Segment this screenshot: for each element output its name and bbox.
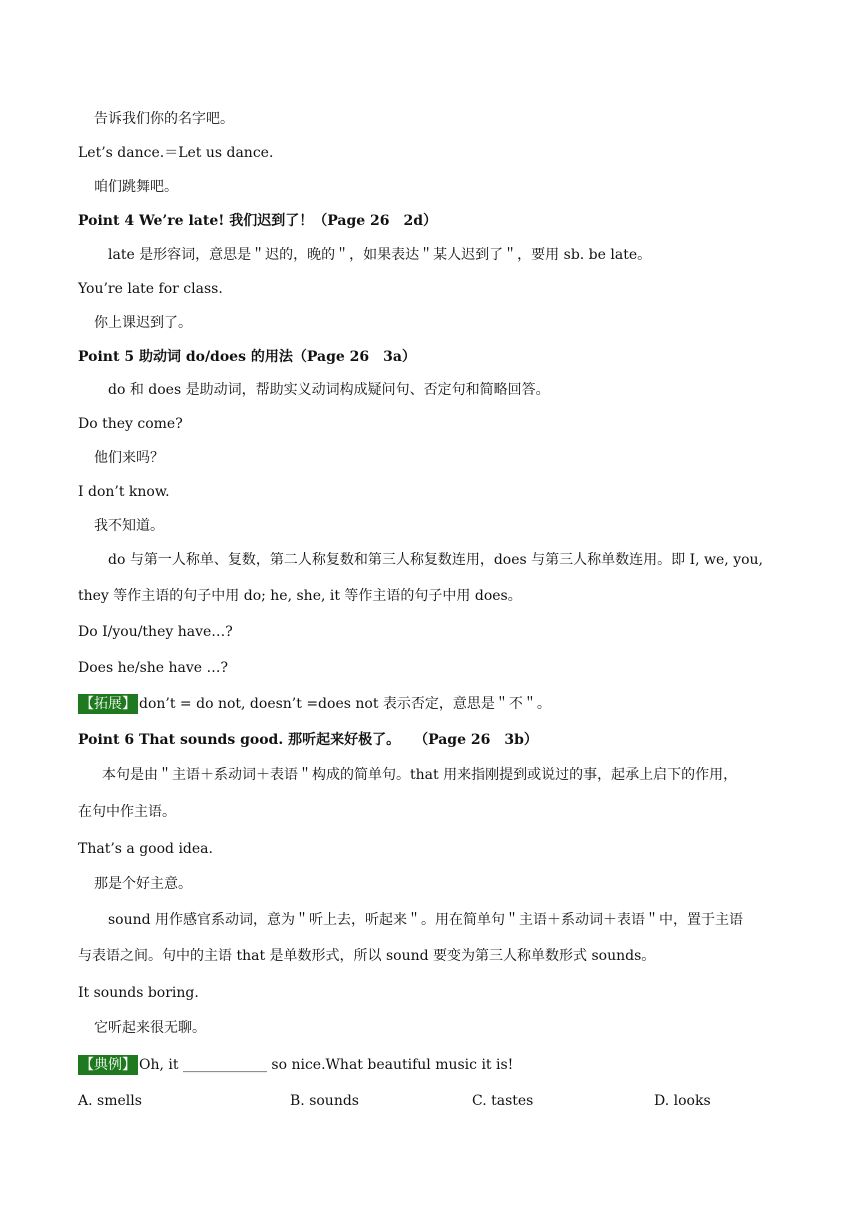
text-line: I don’t know. bbox=[78, 484, 170, 500]
text-line: That’s a good idea. bbox=[78, 841, 213, 857]
text-line: Do I/you/they have…? bbox=[78, 624, 233, 640]
text-line: do 和 does 是助动词，帮助实义动词构成疑问句、否定句和简略回答。 bbox=[108, 382, 550, 398]
text-line: 在句中作主语。 bbox=[78, 804, 176, 820]
example-tag: 【典例】 bbox=[80, 1057, 136, 1073]
option-d: D. looks bbox=[654, 1093, 711, 1109]
text-line: 告诉我们你的名字吧。 bbox=[94, 111, 234, 127]
text-line: they 等作主语的句子中用 do; he, she, it 等作主语的句子中用 does。 bbox=[78, 588, 522, 604]
text-line: 你上课迟到了。 bbox=[94, 315, 192, 331]
text-line: late 是形容词，意思是＂迟的，晚的＂，如果表达＂某人迟到了＂，要用 sb. be late。 bbox=[108, 247, 652, 263]
text-line: 他们来吗？ bbox=[94, 450, 164, 466]
extension-text: don’t = do not, doesn’t =does not 表示否定，意思是＂不＂。 bbox=[139, 696, 551, 712]
option-c: C. tastes bbox=[472, 1093, 534, 1109]
section-heading-point-6: Point 6 That sounds good. 那听起来好极了。 （Page 26 3b） bbox=[78, 732, 538, 748]
text-line: Do they come? bbox=[78, 416, 183, 432]
example-question-text: Oh, it ____________ so nice.What beautiful music it is! bbox=[139, 1057, 514, 1073]
extension-tag: 【拓展】 bbox=[80, 696, 136, 712]
text-line: sound 用作感官系动词，意为＂听上去，听起来＂。用在简单句＂主语＋系动词＋表语＂中，置于主语 bbox=[108, 912, 744, 928]
option-a: A. smells bbox=[78, 1093, 142, 1109]
text-line: 我不知道。 bbox=[94, 518, 164, 534]
section-heading-point-5: Point 5 助动词 do/does 的用法（Page 26 3a） bbox=[78, 349, 416, 365]
example-question bbox=[78, 1055, 513, 1075]
option-b: B. sounds bbox=[290, 1093, 359, 1109]
text-line: Let’s dance.＝Let us dance. bbox=[78, 145, 274, 161]
text-line: It sounds boring. bbox=[78, 985, 199, 1001]
extension-note bbox=[78, 694, 551, 714]
text-line: 本句是由＂主语＋系动词＋表语＂构成的简单句。that 用来指刚提到或说过的事，起承上启下的作用， bbox=[102, 767, 738, 783]
text-line: You’re late for class. bbox=[78, 281, 223, 297]
text-line: 咱们跳舞吧。 bbox=[94, 179, 178, 195]
text-line: 那是个好主意。 bbox=[94, 876, 192, 892]
text-line: 它听起来很无聊。 bbox=[94, 1020, 206, 1036]
text-line: Does he/she have …? bbox=[78, 660, 229, 676]
text-line: do 与第一人称单、复数，第二人称复数和第三人称复数连用，does 与第三人称单数连用。即 I, we, you, bbox=[108, 552, 764, 568]
section-heading-point-4: Point 4 We’re late! 我们迟到了！（Page 26 2d） bbox=[78, 213, 438, 229]
text-line: 与表语之间。句中的主语 that 是单数形式，所以 sound 要变为第三人称单数形式 sounds。 bbox=[78, 948, 656, 964]
